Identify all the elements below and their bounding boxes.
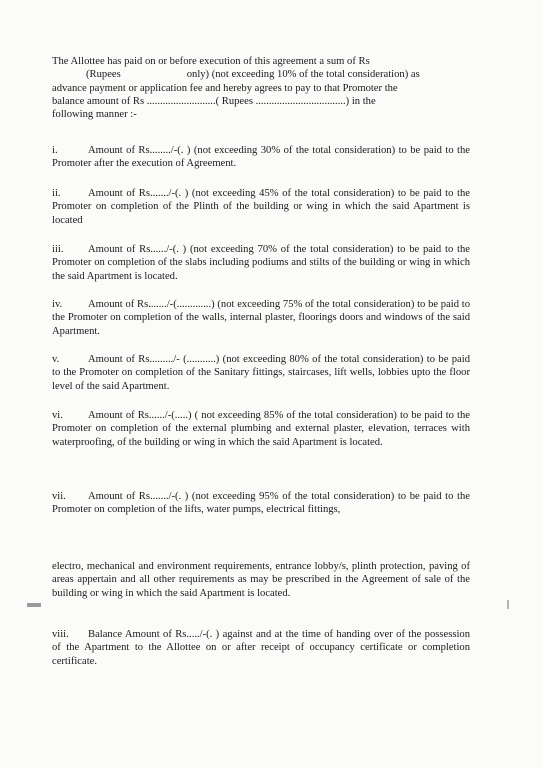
payment-item-iv: [52, 298, 470, 338]
payment-item-vi: [52, 409, 470, 449]
item-number: vii.: [52, 491, 66, 502]
continuation-paragraph: electro, mechanical and environment requirements, entrance lobby/s, plinth protection, paving of areas appertain and all other requirements as may be prescribed in the Agreement of sale of the building or wing in which the said Apartment is located.: [52, 561, 470, 599]
intro-paragraph: [52, 55, 470, 121]
item-text: Amount of Rs......./-(. ) (not exceeding 95% of the total consideration) to be paid to the Promoter on completion of the lifts, water pumps, electrical fittings,: [52, 491, 470, 516]
item-number: vi.: [52, 410, 63, 421]
payment-item-ii: [52, 187, 470, 227]
margin-mark: [27, 603, 41, 607]
intro-line: balance amount of Rs ..........................( Rupees ..................................) in the: [52, 95, 376, 107]
item-text: Amount of Rs......./-(. ) (not exceeding 45% of the total consideration) to be paid to the Promoter on completion of the Plinth of the building or wing in which the said Apartment is located: [52, 188, 470, 226]
margin-mark: [507, 600, 509, 609]
intro-line: advance payment or application fee and hereby agrees to pay to that Promoter the: [52, 82, 398, 94]
item-text: Amount of Rs....../-(. ) (not exceeding 70% of the total consideration) to be paid to the Promoter on completion of the slabs including podiums and stilts of the building or wing in which the said Apartment is located.: [52, 244, 470, 282]
item-text: Balance Amount of Rs...../-(. ) against and at the time of handing over of the possession of the Apartment to the Allottee on or after receipt of occupancy certificate or completion certificate.: [52, 629, 470, 667]
intro-line: following manner :-: [52, 109, 137, 121]
item-number: iv.: [52, 299, 63, 310]
item-text: Amount of Rs........./- (...........) (not exceeding 80% of the total consideration) to be paid to the Promoter on completion of the Sanitary fittings, staircases, lift wells, lobbies upto the floor level of the said Apartment.: [52, 354, 470, 392]
item-number: iii.: [52, 244, 64, 255]
item-text: Amount of Rs......../-(. ) (not exceeding 30% of the total consideration) to be paid to the Promoter after the execution of Agreement.: [52, 145, 470, 170]
intro-line: The Allottee has paid on or before execution of this agreement a sum of Rs: [52, 56, 370, 67]
item-number: ii.: [52, 188, 61, 199]
payment-item-i: [52, 144, 470, 171]
intro-line: (Rupees only) (not exceeding 10% of the total consideration) as: [86, 69, 420, 81]
item-number: i.: [52, 145, 58, 156]
payment-item-iii: [52, 243, 470, 283]
payment-item-v: [52, 353, 470, 393]
payment-item-vii: [52, 490, 470, 517]
item-number: viii.: [52, 629, 69, 640]
payment-item-viii: [52, 628, 470, 668]
item-number: v.: [52, 354, 60, 365]
item-text: Amount of Rs....../-(.....) ( not exceeding 85% of the total consideration) to be paid to the Promoter on completion of the external plumbing and external plaster, elevation, terraces with waterproofing, of the building or wing in which the said Apartment is located.: [52, 410, 470, 448]
item-text: Amount of Rs......./-(.............) (not exceeding 75% of the total consideration) to be paid to the Promoter on completion of the walls, internal plaster, floorings doors and windows of the said Apartment.: [52, 299, 470, 337]
